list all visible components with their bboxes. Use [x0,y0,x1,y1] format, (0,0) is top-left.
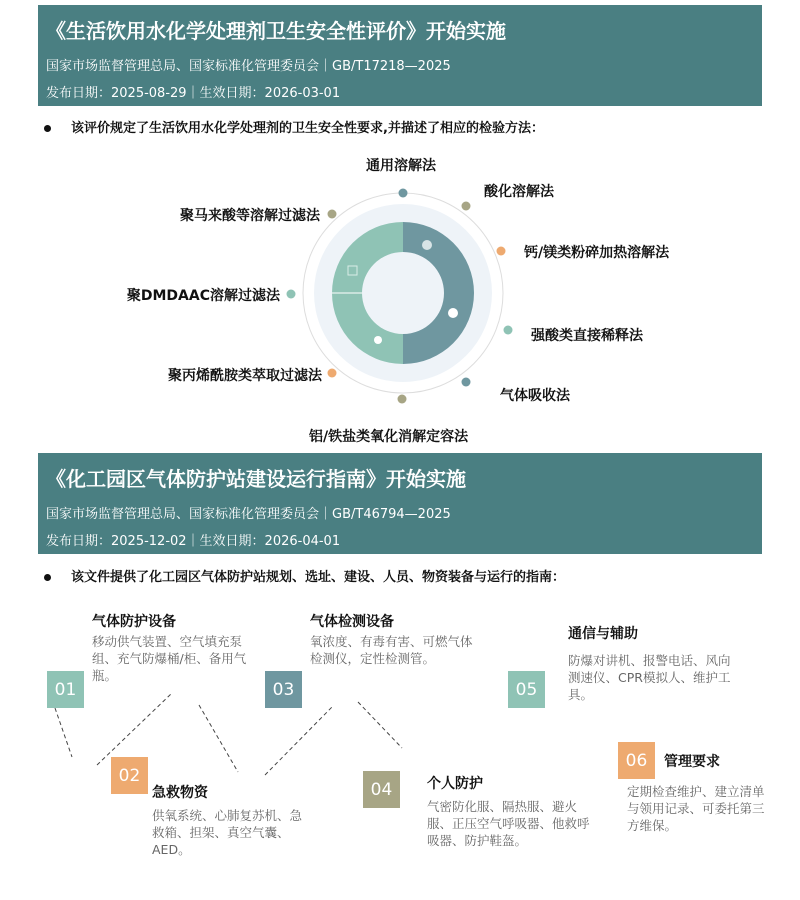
step-desc: 氧浓度、有毒有害、可燃气体检测仪，定性检测管。 [310,634,473,666]
section2-header [38,453,762,554]
step-number: 02 [111,757,148,794]
step-title: 气体防护设备 [92,614,176,630]
step-title: 个人防护 [427,776,483,792]
bullet-text: 该评价规定了生活饮用水化学处理剂的卫生安全性要求,并描述了相应的检验方法： [71,121,544,136]
step-number: 03 [265,671,302,708]
section2-bullet [44,566,565,585]
step-title: 气体检测设备 [310,614,394,630]
step-number: 04 [363,771,400,808]
hazard-icon [448,308,458,318]
method-label: 聚DMDAAC溶解过滤法 [126,288,280,304]
section2-issuer: 国家市场监督管理总局、国家标准化管理委员会｜GB/T46794—2025 [46,507,451,522]
bullet-icon [44,574,51,581]
method-label: 酸化溶解法 [484,184,554,200]
method-label: 聚丙烯酰胺类萃取过滤法 [168,368,322,384]
step-number: 05 [508,671,545,708]
step-number: 06 [618,742,655,779]
section1-dates: 发布日期：2025-08-29｜生效日期：2026-03-01 [46,86,341,101]
method-label: 聚马来酸等溶解过滤法 [180,208,320,224]
section2-dates: 发布日期：2025-12-02｜生效日期：2026-04-01 [46,534,341,549]
bullet-text: 该文件提供了化工园区气体防护站规划、选址、建设、人员、物资装备与运行的指南： [71,570,566,585]
step-title: 急救物资 [152,785,208,801]
hand-icon [374,336,382,344]
step-desc: 防爆对讲机、报警电话、风向测速仪、CPR模拟人、维护工具。 [568,653,731,702]
method-label: 铝/铁盐类氧化消解定容法 [309,429,469,445]
step-number: 01 [47,671,84,708]
method-label: 钙/镁类粉碎加热溶解法 [524,245,670,261]
step-desc: 气密防化服、隔热服、避火服、正压空气呼吸器、他救呼吸器、防护鞋盔。 [427,799,590,848]
method-label: 通用溶解法 [366,158,436,174]
step-title: 管理要求 [664,754,720,770]
method-label: 气体吸收法 [500,388,570,404]
section1-issuer: 国家市场监督管理总局、国家标准化管理委员会｜GB/T17218—2025 [46,59,451,74]
section1-title: 《生活饮用水化学处理剂卫生安全性评价》开始实施 [46,19,506,43]
step-desc: 定期检查维护、建立清单与领用记录、可委托第三方维保。 [627,784,765,833]
timeline-connectors [55,693,402,775]
section2-title: 《化工园区气体防护站建设运行指南》开始实施 [46,467,466,491]
step-desc: 供氧系统、心肺复苏机、急救箱、担架、真空气囊、AED。 [152,808,303,857]
flask-icon [422,240,432,250]
step-title: 通信与辅助 [568,626,638,642]
method-label: 强酸类直接稀释法 [531,328,643,344]
step-desc: 移动供气装置、空气填充泵组、充气防爆桶/柜、备用气瓶。 [92,634,247,683]
